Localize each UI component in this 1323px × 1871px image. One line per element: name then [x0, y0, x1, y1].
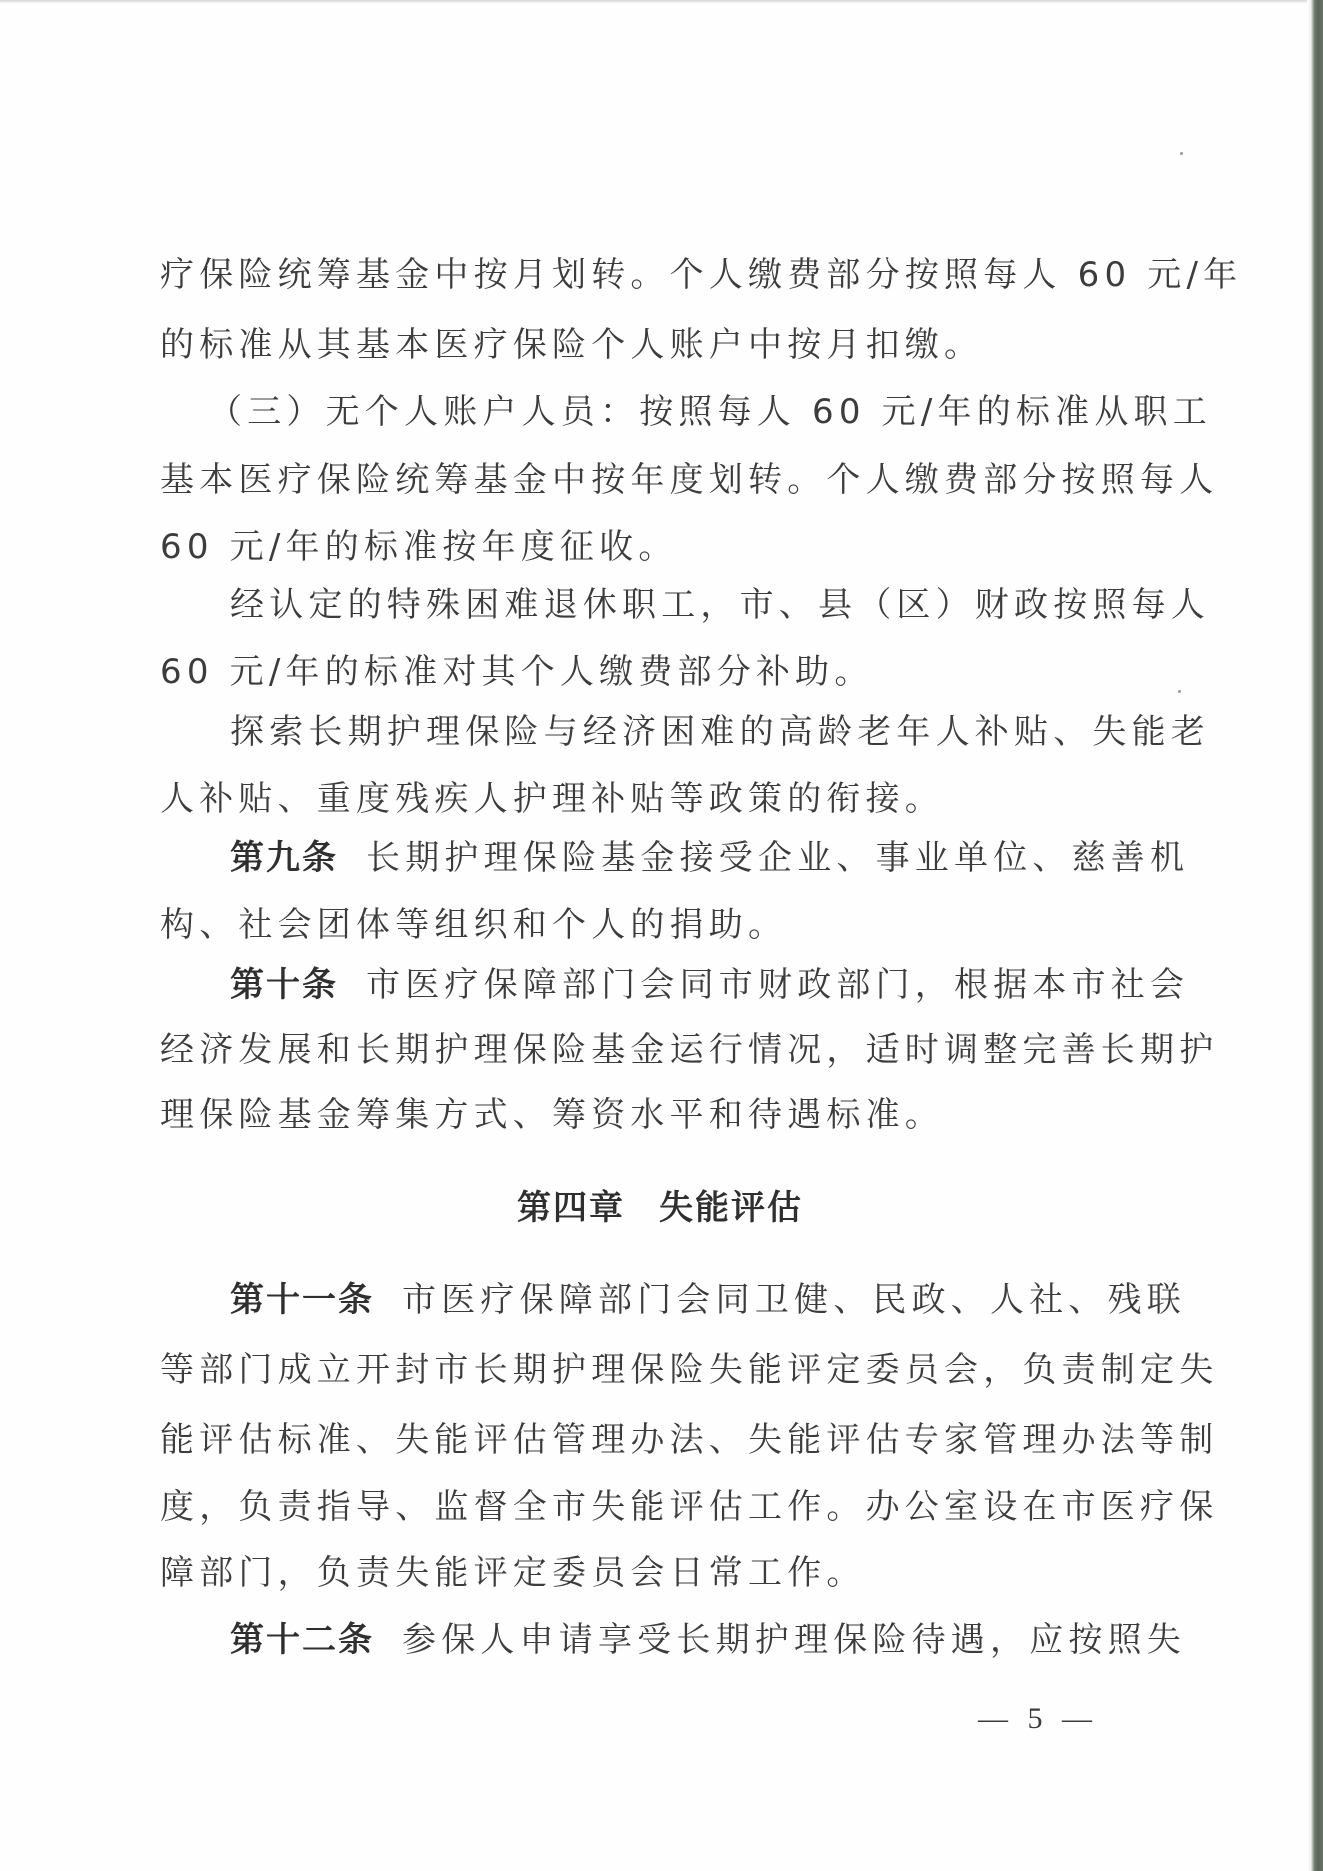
body-line: 构、社会团体等组织和个人的捐助。 — [160, 905, 788, 945]
article-heading: 第十二条 — [230, 1620, 374, 1660]
body-line: 60 元/年的标准按年度征收。 — [160, 527, 678, 567]
chapter-number: 第四章 — [517, 1188, 625, 1228]
article-text: 市医疗保障部门会同卫健、民政、人社、残联 — [402, 1280, 1186, 1320]
article-heading: 第十条 — [230, 965, 338, 1005]
article-heading: 第九条 — [230, 838, 338, 878]
body-line: 人补贴、重度残疾人护理补贴等政策的衔接。 — [160, 779, 944, 819]
binding-strip — [1311, 0, 1323, 1871]
chapter-name: 失能评估 — [659, 1188, 803, 1228]
body-line: （三）无个人账户人员：按照每人 60 元/年的标准从职工 — [208, 392, 1212, 432]
body-line: 60 元/年的标准对其个人缴费部分补助。 — [160, 652, 874, 692]
article-11-line — [230, 1280, 1186, 1320]
article-heading: 第十一条 — [230, 1280, 374, 1320]
article-10-line — [230, 965, 1189, 1005]
article-text: 长期护理保险基金接受企业、事业单位、慈善机 — [366, 838, 1190, 878]
article-12-line — [230, 1620, 1186, 1660]
body-line: 的标准从其基本医疗保险个人账户中按月扣缴。 — [160, 325, 984, 365]
body-line: 探索长期护理保险与经济困难的高龄老年人补贴、失能老 — [230, 712, 1210, 752]
body-line: 能评估标准、失能评估管理办法、失能评估专家管理办法等制 — [160, 1420, 1219, 1460]
body-line: 障部门，负责失能评定委员会日常工作。 — [160, 1553, 866, 1593]
body-line: 经济发展和长期护理保险基金运行情况，适时调整完善长期护 — [160, 1030, 1219, 1070]
article-text: 参保人申请享受长期护理保险待遇，应按照失 — [402, 1620, 1186, 1660]
body-line: 经认定的特殊困难退休职工，市、县（区）财政按照每人 — [230, 585, 1210, 625]
scan-speck — [1178, 690, 1181, 693]
scan-speck — [1180, 152, 1183, 155]
article-text: 市医疗保障部门会同市财政部门，根据本市社会 — [366, 965, 1190, 1005]
body-line: 度，负责指导、监督全市失能评估工作。办公室设在市医疗保 — [160, 1487, 1219, 1527]
chapter-title — [160, 1188, 1160, 1228]
body-line: 疗保险统筹基金中按月划转。个人缴费部分按照每人 60 元/年 — [160, 255, 1243, 295]
body-line: 理保险基金筹集方式、筹资水平和待遇标准。 — [160, 1095, 944, 1135]
page-number: — 5 — — [978, 1702, 1098, 1735]
body-line: 等部门成立开封市长期护理保险失能评定委员会，负责制定失 — [160, 1350, 1219, 1390]
body-line: 基本医疗保险统筹基金中按年度划转。个人缴费部分按照每人 — [160, 460, 1219, 500]
article-9-line — [230, 838, 1189, 878]
scan-top-edge — [0, 0, 1310, 3]
